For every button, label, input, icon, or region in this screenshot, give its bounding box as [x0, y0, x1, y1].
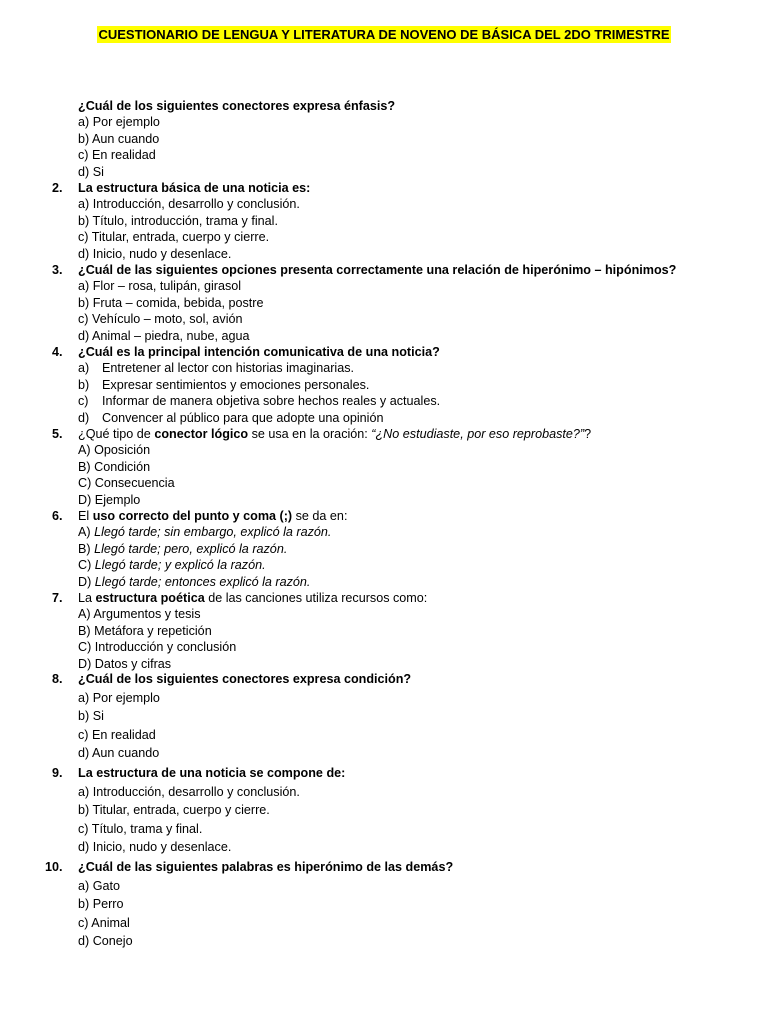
option-a: a) Introducción, desarrollo y conclusión. — [78, 197, 300, 212]
question-number: 3. — [52, 263, 63, 277]
option-c: c) Titular, entrada, cuerpo y cierre. — [78, 230, 270, 245]
option-b: b) Fruta – comida, bebida, postre — [78, 295, 264, 310]
option-d: d) Conejo — [78, 934, 133, 949]
question-quote: “¿No estudiaste, por eso reprobaste?” — [371, 427, 585, 441]
title-wrapper — [0, 26, 768, 44]
option-text: Informar de manera objetiva sobre hechos reales y actuales. — [102, 394, 441, 409]
option-c — [0, 393, 740, 409]
option-text: Llegó tarde; entonces explicó la razón. — [94, 574, 311, 589]
option-text: Convencer al público para que adopte una opinión — [102, 410, 384, 425]
question-number: 2. — [52, 181, 63, 195]
question-8-text: ¿Cuál de los siguientes conectores expresa condición? — [78, 672, 412, 686]
question-text-part-bold: estructura poética — [95, 591, 205, 605]
question-text — [0, 764, 740, 783]
option-b: b) Titular, entrada, cuerpo y cierre. — [78, 803, 270, 818]
question-10 — [0, 858, 740, 951]
option-letter: B) — [78, 541, 91, 556]
option-a: A) Oposición — [78, 443, 151, 458]
question-9-text: La estructura de una noticia se compone de: — [78, 766, 346, 780]
option-a — [0, 360, 740, 376]
question-2-text: La estructura básica de una noticia es: — [78, 181, 311, 195]
question-text — [0, 344, 740, 360]
option-c: c) En realidad — [78, 148, 156, 163]
question-number: 9. — [52, 766, 63, 780]
question-text — [0, 426, 740, 442]
option-letter: C) — [78, 558, 92, 573]
option-d: D) Ejemplo — [78, 492, 141, 507]
question-text — [0, 180, 740, 196]
option-c — [0, 557, 740, 573]
option-c: C) Consecuencia — [78, 476, 175, 491]
question-number: 7. — [52, 591, 63, 605]
question-text — [0, 508, 740, 524]
option-d: d) Aun cuando — [78, 746, 160, 761]
question-4-text: ¿Cuál es la principal intención comunicativa de una noticia? — [78, 345, 440, 359]
question-text-part-bold: uso correcto del punto y coma (;) — [92, 509, 293, 523]
question-text — [0, 98, 740, 114]
page-title: CUESTIONARIO DE LENGUA Y LITERATURA DE NOVENO DE BÁSICA DEL 2DO TRIMESTRE — [98, 27, 670, 42]
question-number: 5. — [52, 427, 63, 441]
option-letter: b) — [78, 377, 90, 392]
option-c: C) Introducción y conclusión — [78, 640, 237, 655]
question-8 — [0, 670, 740, 763]
question-number: 10. — [45, 860, 63, 874]
option-d: d) Inicio, nudo y desenlace. — [78, 840, 232, 855]
option-a: a) Flor – rosa, tulipán, girasol — [78, 279, 242, 294]
option-d: D) Datos y cifras — [78, 656, 172, 671]
question-10-text: ¿Cuál de las siguientes palabras es hiperónimo de las demás? — [78, 860, 454, 874]
option-d — [0, 574, 740, 590]
question-text-part: ¿Qué tipo de — [78, 427, 155, 441]
option-b — [0, 377, 740, 393]
question-4 — [0, 344, 740, 426]
option-a: A) Argumentos y tesis — [78, 607, 201, 622]
option-b: b) Aun cuando — [78, 131, 160, 146]
option-a: a) Por ejemplo — [78, 690, 160, 705]
option-c: c) Título, trama y final. — [78, 821, 203, 836]
question-text — [0, 590, 740, 606]
option-letter: A) — [78, 525, 91, 540]
question-3-text: ¿Cuál de las siguientes opciones presenta correctamente una relación de hiperónimo – hipónimos? — [78, 263, 677, 277]
question-text-part: La — [78, 591, 96, 605]
option-d — [0, 410, 740, 426]
option-letter: a) — [78, 361, 90, 376]
option-text: Llegó tarde; y explicó la razón. — [94, 558, 266, 573]
question-text-part: El — [78, 509, 93, 523]
option-a: a) Por ejemplo — [78, 115, 160, 130]
question-text — [0, 670, 740, 689]
option-letter: d) — [78, 410, 90, 425]
option-a: a) Gato — [78, 878, 120, 893]
option-d: d) Si — [78, 164, 104, 179]
question-text — [0, 858, 740, 877]
option-d: d) Animal – piedra, nube, agua — [78, 328, 250, 343]
option-c: c) Animal — [78, 915, 130, 930]
question-text-part: ? — [584, 427, 592, 441]
option-c: c) Vehículo – moto, sol, avión — [78, 312, 243, 327]
option-letter: c) — [78, 394, 89, 409]
option-text: Expresar sentimientos y emociones personales. — [102, 377, 370, 392]
question-number: 4. — [52, 345, 63, 359]
option-b: b) Perro — [78, 897, 124, 912]
question-9 — [0, 764, 740, 857]
question-1-text: ¿Cuál de los siguientes conectores expresa énfasis? — [78, 99, 396, 113]
question-text-part: se usa en la oración: — [248, 427, 372, 441]
question-3 — [0, 262, 740, 344]
question-text — [0, 262, 740, 278]
option-b: B) Condición — [78, 459, 151, 474]
option-text: Llegó tarde; pero, explicó la razón. — [94, 541, 288, 556]
question-2 — [0, 180, 740, 262]
option-a: a) Introducción, desarrollo y conclusión. — [78, 784, 300, 799]
option-d: d) Inicio, nudo y desenlace. — [78, 246, 232, 261]
question-text-part: de las canciones utiliza recursos como: — [204, 591, 428, 605]
question-5 — [0, 426, 740, 508]
question-text-part: se da en: — [292, 509, 348, 523]
question-6 — [0, 508, 740, 590]
option-b: B) Metáfora y repetición — [78, 623, 212, 638]
question-number: 6. — [52, 509, 63, 523]
question-number: 8. — [52, 672, 63, 686]
option-letter: D) — [78, 574, 92, 589]
option-b — [0, 541, 740, 557]
option-text: Entretener al lector con historias imaginarias. — [102, 361, 354, 376]
option-b: b) Si — [78, 709, 104, 724]
question-text-part-bold: conector lógico — [154, 427, 249, 441]
option-a — [0, 524, 740, 540]
question-1 — [0, 98, 740, 180]
option-b: b) Título, introducción, trama y final. — [78, 213, 278, 228]
option-c: c) En realidad — [78, 727, 156, 742]
question-7 — [0, 590, 740, 672]
option-text: Llegó tarde; sin embargo, explicó la razón. — [94, 525, 332, 540]
